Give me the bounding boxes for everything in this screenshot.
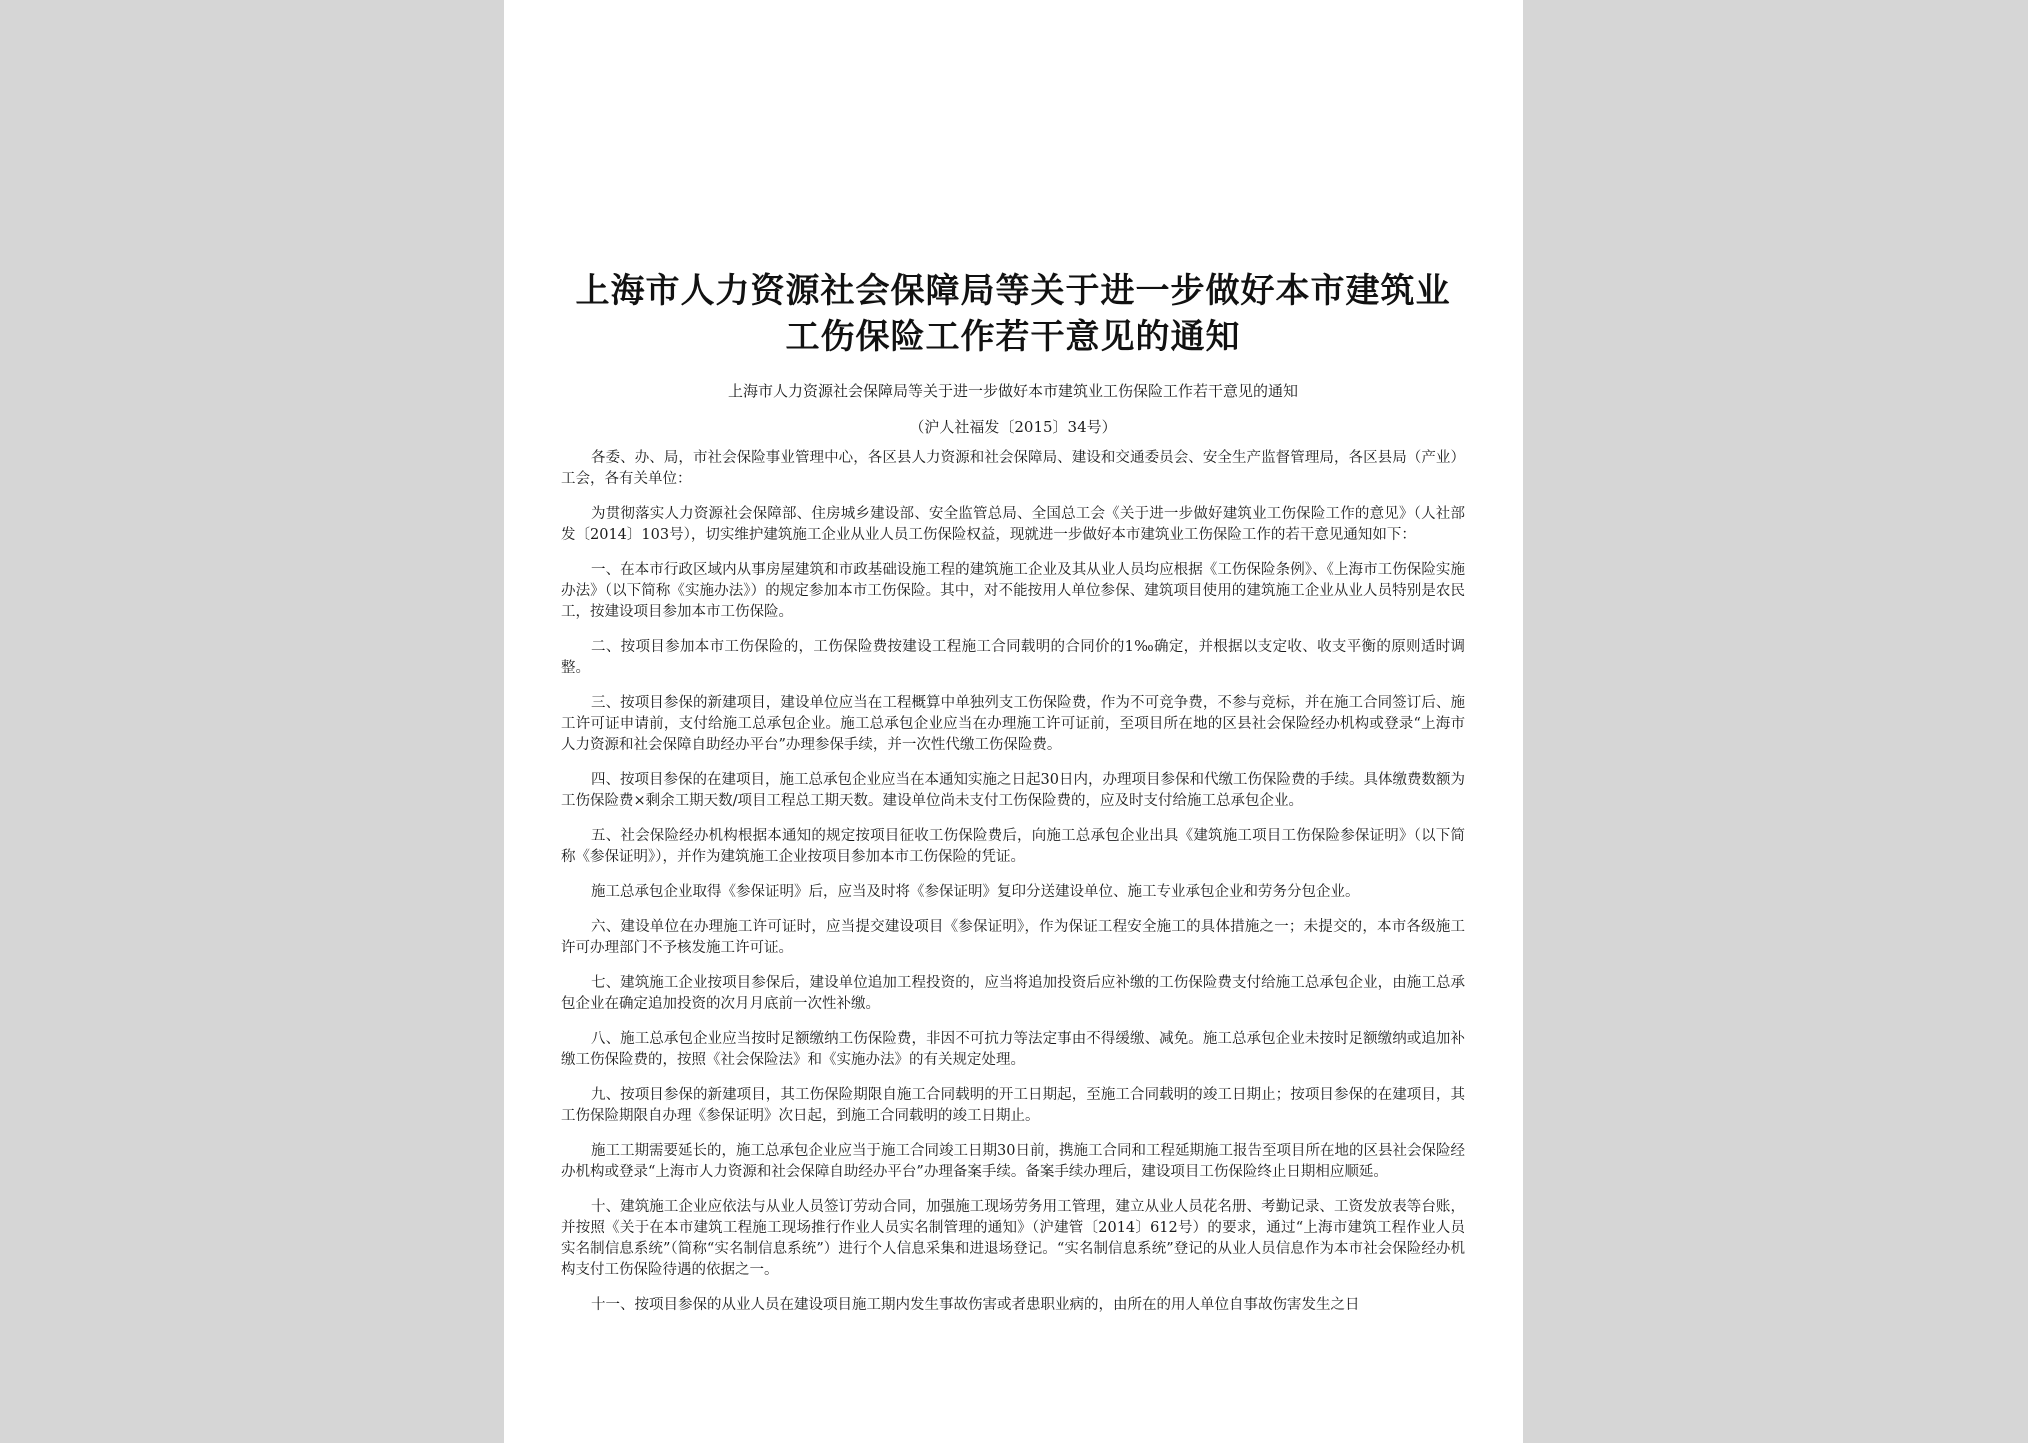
document-body xyxy=(561,448,1465,1316)
paragraph: 施工总承包企业取得《参保证明》后，应当及时将《参保证明》复印分送建设单位、施工专业承包企业和劳务分包企业。 xyxy=(591,884,1360,900)
paragraph: 二、按项目参加本市工伤保险的，工伤保险费按建设工程施工合同载明的合同价的1‰确定，并根据以支定收、收支平衡的原则适时调整。 xyxy=(561,639,1465,676)
document-page xyxy=(504,0,1523,1443)
paragraph: 十一、按项目参保的从业人员在建设项目施工期内发生事故伤害或者患职业病的，由所在的用人单位自事故伤害发生之日 xyxy=(591,1297,1360,1313)
document-title: 上海市人力资源社会保障局等关于进一步做好本市建筑业工伤保险工作若干意见的通知 xyxy=(575,271,1451,357)
paragraph: 九、按项目参保的新建项目，其工伤保险期限自施工合同载明的开工日期起，至施工合同载明的竣工日期止；按项目参保的在建项目，其工伤保险期限自办理《参保证明》次日起，到施工合同载明的竣工日期止。 xyxy=(561,1087,1465,1124)
paragraph: 一、在本市行政区域内从事房屋建筑和市政基础设施工程的建筑施工企业及其从业人员均应根据《工伤保险条例》、《上海市工伤保险实施办法》（以下简称《实施办法》）的规定参加本市工伤保险。其中，对不能按用人单位参保、建筑项目使用的建筑施工企业从业人员特别是农民工，按建设项目参加本市工伤保险。 xyxy=(561,562,1465,620)
paragraph: 六、建设单位在办理施工许可证时，应当提交建设项目《参保证明》，作为保证工程安全施工的具体措施之一；未提交的，本市各级施工许可办理部门不予核发施工许可证。 xyxy=(561,919,1465,956)
paragraph: 七、建筑施工企业按项目参保后，建设单位追加工程投资的，应当将追加投资后应补缴的工伤保险费支付给施工总承包企业，由施工总承包企业在确定追加投资的次月月底前一次性补缴。 xyxy=(561,975,1465,1012)
paragraph: 五、社会保险经办机构根据本通知的规定按项目征收工伤保险费后，向施工总承包企业出具《建筑施工项目工伤保险参保证明》（以下简称《参保证明》），并作为建筑施工企业按项目参加本市工伤保险的凭证。 xyxy=(561,828,1465,865)
paragraph: 各委、办、局，市社会保险事业管理中心，各区县人力资源和社会保障局、建设和交通委员会、安全生产监督管理局，各区县局（产业）工会，各有关单位： xyxy=(561,450,1465,487)
paragraph: 三、按项目参保的新建项目，建设单位应当在工程概算中单独列支工伤保险费，作为不可竞争费，不参与竞标，并在施工合同签订后、施工许可证申请前，支付给施工总承包企业。施工总承包企业应当在办理施工许可证前，至项目所在地的区县社会保险经办机构或登录“上海市人力资源和社会保障自助经办平台”办理参保手续，并一次性代缴工伤保险费。 xyxy=(561,695,1465,753)
paragraph: 为贯彻落实人力资源社会保障部、住房城乡建设部、安全监管总局、全国总工会《关于进一步做好建筑业工伤保险工作的意见》（人社部发〔2014〕103号），切实维护建筑施工企业从业人员工伤保险权益，现就进一步做好本市建筑业工伤保险工作的若干意见通知如下： xyxy=(561,506,1465,543)
paragraph: 施工工期需要延长的，施工总承包企业应当于施工合同竣工日期30日前，携施工合同和工程延期施工报告至项目所在地的区县社会保险经办机构或登录“上海市人力资源和社会保障自助经办平台”办理备案手续。备案手续办理后，建设项目工伤保险终止日期相应顺延。 xyxy=(561,1143,1465,1180)
document-subtitle: 上海市人力资源社会保障局等关于进一步做好本市建筑业工伤保险工作若干意见的通知 xyxy=(727,382,1298,400)
paragraph: 八、施工总承包企业应当按时足额缴纳工伤保险费，非因不可抗力等法定事由不得缓缴、减免。施工总承包企业未按时足额缴纳或追加补缴工伤保险费的，按照《社会保险法》和《实施办法》的有关规定处理。 xyxy=(561,1031,1465,1068)
paragraph: 四、按项目参保的在建项目，施工总承包企业应当在本通知实施之日起30日内，办理项目参保和代缴工伤保险费的手续。具体缴费数额为工伤保险费×剩余工期天数/项目工程总工期天数。建设单位尚未支付工伤保险费的，应及时支付给施工总承包企业。 xyxy=(561,772,1465,809)
paragraph: 十、建筑施工企业应依法与从业人员签订劳动合同，加强施工现场劳务用工管理，建立从业人员花名册、考勤记录、工资发放表等台账，并按照《关于在本市建筑工程施工现场推行作业人员实名制管理的通知》（沪建管〔2014〕612号）的要求，通过“上海市建筑工程作业人员实名制信息系统”（简称“实名制信息系统”）进行个人信息采集和进退场登记。“实名制信息系统”登记的从业人员信息作为本市社会保险经办机构支付工伤保险待遇的依据之一。 xyxy=(561,1199,1465,1278)
document-number: （沪人社福发〔2015〕34号） xyxy=(909,418,1117,436)
